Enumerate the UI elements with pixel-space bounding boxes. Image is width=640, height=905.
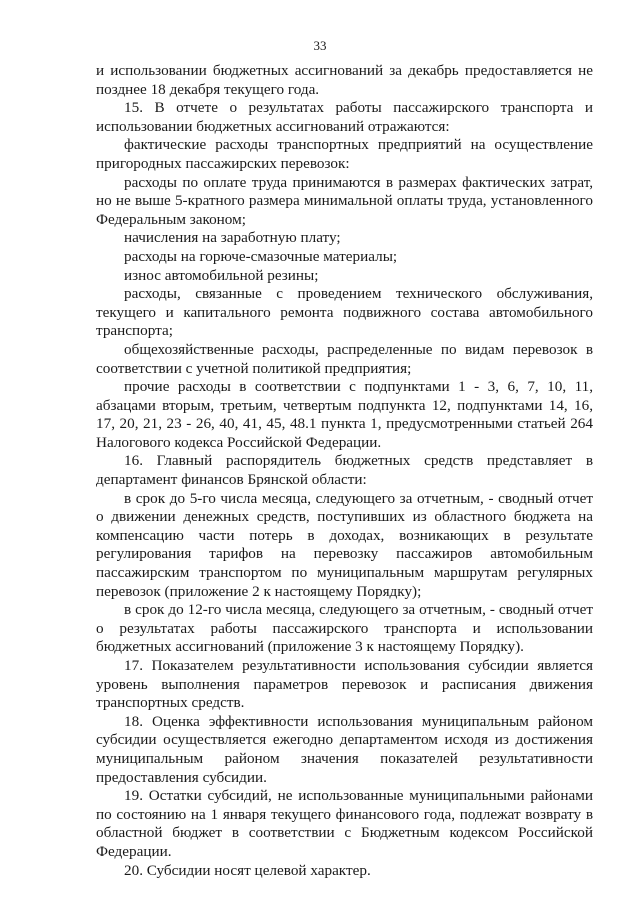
paragraph: в срок до 5-го числа месяца, следующего за отчетным, - сводный отчет о движении денежных средств, поступивших из областного бюджета на компенсацию части потерь в доходах, возникающих в результате регулирования тарифов на перевозку пассажиров автомобильным пассажирским транспортом по муниципальным маршрутам регулярных перевозок (приложение 2 к настоящему Порядку);	[96, 489, 593, 600]
paragraph: начисления на заработную плату;	[124, 229, 341, 247]
paragraph: 16. Главный распорядитель бюджетных средств представляет в департамент финансов Брянской области:	[96, 452, 593, 489]
paragraph: 19. Остатки субсидий, не использованные муниципальными районами по состоянию на 1 января текущего финансового года, подлежат возврату в областной бюджет в соответствии с Бюджетным кодексом Российской Федерации.	[96, 787, 593, 860]
page-number: 33	[313, 38, 327, 53]
paragraph: 18. Оценка эффективности использования муниципальным районом субсидии осуществляется ежегодно департаментом исходя из достижения муниципальным районом значения показателей результативности предоставления субсидии.	[96, 712, 593, 786]
paragraph: износ автомобильной резины;	[124, 266, 319, 284]
paragraph: прочие расходы в соответствии с подпунктами 1 - 3, 6, 7, 10, 11, абзацами вторым, третьим, четвертым подпункта 12, подпунктами 14, 16, 17, 20, 21, 23 - 26, 40, 41, 45, 48.1 пункта 1, предусмотренными статьей 264 Налогового кодекса Российской Федерации.	[96, 378, 593, 451]
paragraph: фактические расходы транспортных предприятий на осуществление пригородных пассажирских перевозок:	[96, 136, 593, 172]
paragraph: 20. Субсидии носят целевой характер.	[124, 861, 371, 879]
paragraph: расходы на горюче-смазочные материалы;	[124, 247, 398, 265]
paragraph: в срок до 12-го числа месяца, следующего за отчетным, - сводный отчет о результатах работы пассажирского транспорта и использовании бюджетных ассигнований (приложение 3 к настоящему Порядку).	[96, 601, 593, 656]
body-text	[96, 62, 593, 880]
paragraph: расходы, связанные с проведением технического обслуживания, текущего и капитального ремонта подвижного состава автомобильного транспорта;	[96, 285, 593, 340]
paragraph: общехозяйственные расходы, распределенные по видам перевозок в соответствии с учетной политикой предприятия;	[96, 340, 593, 377]
paragraph: 17. Показателем результативности использования субсидии является уровень выполнения параметров перевозок и расписания движения транспортных средств.	[96, 657, 593, 712]
paragraph: и использовании бюджетных ассигнований за декабрь предоставляется не позднее 18 декабря текущего года.	[96, 62, 593, 98]
paragraph: расходы по оплате труда принимаются в размерах фактических затрат, но не выше 5-кратного размера минимальной оплаты труда, установленного Федеральным законом;	[96, 173, 593, 228]
paragraph: 15. В отчете о результатах работы пассажирского транспорта и использовании бюджетных ассигнований отражаются:	[96, 99, 593, 135]
